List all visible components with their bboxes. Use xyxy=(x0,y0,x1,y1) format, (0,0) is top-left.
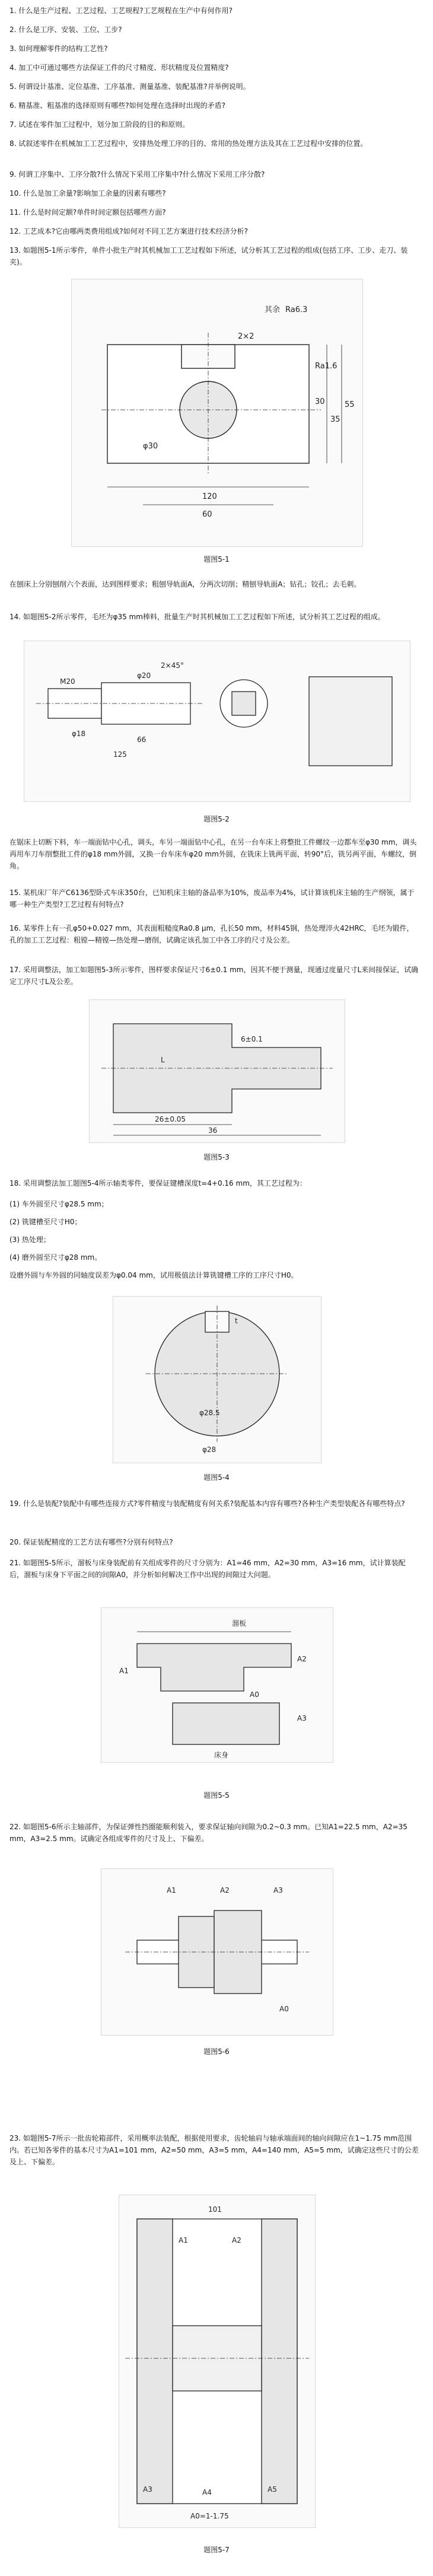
figure-5-5-drawing xyxy=(101,1608,333,1762)
question-1: 1. 什么是生产过程、工艺过程、工艺规程?工艺规程在生产中有何作用? xyxy=(9,7,233,15)
label-a4: A4 xyxy=(202,2488,212,2497)
dim-60: 60 xyxy=(202,510,212,519)
dim-m20: M20 xyxy=(60,677,75,686)
dim-phi30: φ30 xyxy=(143,442,158,451)
label-a3: A3 xyxy=(297,1714,307,1722)
question-18-step-1: (1) 车外圆至尺寸φ28.5 mm； xyxy=(9,1200,109,1208)
question-7: 7. 试述在零件加工过程中，划分加工阶段的目的和原则。 xyxy=(9,120,190,129)
label-bed: 床身 xyxy=(214,1751,229,1759)
figure-5-3-caption: 题图5-3 xyxy=(203,1153,230,1161)
question-2: 2. 什么是工序、安装、工位、工步? xyxy=(9,26,122,34)
question-18-note: 设磨外圆与车外圆的同轴度误差为φ0.04 mm，试用极值法计算铣键槽工序的工序尺寸H0。 xyxy=(9,1271,298,1279)
label-slide: 溜板 xyxy=(232,1619,247,1628)
dim-125: 125 xyxy=(113,750,127,759)
label-a0: A0 xyxy=(279,2005,289,2013)
label-a1: A1 xyxy=(119,1667,129,1675)
label-a3: A3 xyxy=(273,1886,283,1894)
figure-5-3-drawing xyxy=(90,1000,345,1142)
figure-5-6-caption: 题图5-6 xyxy=(203,2048,230,2056)
question-14: 14. 如题图5-2所示零件，毛坯为φ35 mm棒料，批量生产时其机械加工工艺过程如下所述，试分析其工艺过程的组成。 xyxy=(9,613,385,621)
question-11: 11. 什么是时间定额?单件时间定额包括哪些方面? xyxy=(9,208,166,216)
question-18-step-3: (3) 热处理； xyxy=(9,1236,50,1244)
figure-5-6 xyxy=(101,1868,333,2036)
figure-5-6-drawing xyxy=(101,1869,333,2035)
figure-5-1-drawing xyxy=(72,279,362,546)
dim-2x2: 2×2 xyxy=(238,332,254,341)
label-a2: A2 xyxy=(297,1655,307,1663)
figure-5-4 xyxy=(113,1296,321,1463)
dim-phi28-5: φ28.5 xyxy=(199,1409,220,1417)
question-13: 13. 如题图5-1所示零件，单件小批生产时其机械加工工艺过程如下所述，试分析其工艺过程的组成(包括工序、工步、走刀、装夹)。 xyxy=(9,246,408,266)
figure-5-7-caption: 题图5-7 xyxy=(203,2546,230,2554)
question-9: 9. 何谓工序集中、工序分散?什么情况下采用工序集中?什么情况下采用工序分散? xyxy=(9,170,265,179)
figure-5-5-caption: 题图5-5 xyxy=(203,1791,230,1800)
dim-55: 55 xyxy=(345,400,355,409)
question-16: 16. 某零件上有一孔φ50+0.027 mm，其表面粗糙度Ra0.8 μm，孔长50 mm，材料45钢，热处理淬火42HRC，毛坯为锻件，孔的加工工艺过程：粗镗—精镗—热处理—磨削，试确定该孔加工中各工序的尺寸及公差。 xyxy=(9,924,414,944)
question-22: 22. 如题图5-6所示主轴部件，为保证弹性挡圈能顺利装入，要求保证轴向间隙为0.2~0.3 mm。已知A1=22.5 mm，A2=35 mm，A3=2.5 mm。试确定各组成零件的尺寸及上、下偏差。 xyxy=(9,1823,407,1843)
question-14-process: 在锯床上切断下料，车一端面钻中心孔，调头，车另一端面钻中心孔，在另一台车床上将整批工件螺纹一边都车至φ30 mm，调头再用车刀车削整批工件的φ18 mm外圆，又换一台车床车φ20 mm外圆，在铣床上铣两平面，转90°后，铣另两平面，车螺纹，倒角。 xyxy=(9,838,417,870)
label-a1: A1 xyxy=(179,2236,188,2244)
label-a2: A2 xyxy=(220,1886,230,1894)
dim-36: 36 xyxy=(208,1126,218,1135)
dim-chamfer: 2×45° xyxy=(161,661,184,670)
question-23: 23. 如题图5-7所示一批齿轮箱部件，采用概率法装配，根据使用要求，齿轮轴肩与轴承端面间的轴向间隙应在1~1.75 mm范围内。若已知各零件的基本尺寸为A1=101 mm，A2=50 mm，A3=5 mm，A4=140 mm，A5=5 mm，试确定这些尺寸的公差及上、下偏差。 xyxy=(9,2134,419,2166)
dim-35: 35 xyxy=(330,415,340,424)
question-15: 15. 某机床厂年产C6136型卧式车床350台，已知机床主轴的备品率为10%，废品率为4%，试计算该机床主轴的生产纲领，属于哪一种生产类型?工艺过程有何特点? xyxy=(9,889,415,909)
figure-5-3 xyxy=(89,999,345,1143)
label-a2: A2 xyxy=(232,2236,241,2244)
question-18-step-2: (2) 铣键槽至尺寸H0； xyxy=(9,1218,82,1226)
question-13-process: 在刨床上分别刨削六个表面，达到图样要求；粗刨导轨面A，分两次切削；精刨导轨面A；钻孔；铰孔；去毛刺。 xyxy=(9,580,361,588)
question-20: 20. 保证装配精度的工艺方法有哪些?分别有何特点? xyxy=(9,1538,173,1546)
dim-26: 26±0.05 xyxy=(155,1115,186,1123)
figure-5-7-drawing xyxy=(119,2195,315,2527)
label-a0: A0=1-1.75 xyxy=(190,2512,229,2520)
dim-t: t xyxy=(235,1317,238,1325)
dim-66: 66 xyxy=(137,735,147,744)
dim-phi28: φ28 xyxy=(202,1445,216,1454)
question-21: 21. 如题图5-5所示，溜板与床身装配前有关组成零件的尺寸分别为：A1=46 mm，A2=30 mm，A3=16 mm，试计算装配后，溜板与床身下平面之间的间隙A0，并分析如何解决工作中出现的间隙过大问题。 xyxy=(9,1559,406,1579)
question-4: 4. 加工中可通过哪些方法保证工件的尺寸精度、形状精度及位置精度? xyxy=(9,63,229,72)
label-a3: A3 xyxy=(143,2485,152,2494)
dim-phi18: φ18 xyxy=(72,730,86,738)
question-6: 6. 精基准、粗基准的选择原则有哪些?如何处理在选择时出现的矛盾? xyxy=(9,101,226,110)
question-3: 3. 如何理解零件的结构工艺性? xyxy=(9,44,108,53)
question-18: 18. 采用调整法加工题图5-4所示轴类零件，要保证键槽深度t=4+0.16 mm，其工艺过程为： xyxy=(9,1179,307,1187)
question-18-step-4: (4) 磨外圆至尺寸φ28 mm。 xyxy=(9,1253,102,1262)
dim-l: L xyxy=(161,1056,165,1064)
dim-101: 101 xyxy=(208,2205,222,2214)
question-5: 5. 何谓设计基准、定位基准、工序基准、测量基准、装配基准?并举例说明。 xyxy=(9,82,250,91)
figure-5-1 xyxy=(71,279,363,547)
question-8: 8. 试叙述零件在机械加工工艺过程中，安排热处理工序的目的、常用的热处理方法及其在工艺过程中安排的位置。 xyxy=(9,139,368,148)
label-a5: A5 xyxy=(268,2485,277,2494)
figure-5-4-caption: 题图5-4 xyxy=(203,1473,230,1482)
figure-5-5 xyxy=(101,1607,333,1763)
figure-5-2 xyxy=(24,641,410,802)
question-12: 12. 工艺成本?它由哪两类费用组成?如何对不同工艺方案进行技术经济分析? xyxy=(9,227,249,235)
question-10: 10. 什么是加工余量?影响加工余量的因素有哪些? xyxy=(9,189,166,198)
dim-30: 30 xyxy=(315,397,325,406)
figure-5-7 xyxy=(119,2195,316,2528)
question-17: 17. 采用调整法，加工如题图5-3所示零件，图样要求保证尺寸6±0.1 mm，因其不便于测量，现通过度量尺寸L来间接保证，试确定工序尺寸L及公差。 xyxy=(9,966,419,986)
question-19: 19. 什么是装配?装配中有哪些连接方式?零件精度与装配精度有何关系?装配基本内容有哪些?各种生产类型装配各有哪些特点? xyxy=(9,1499,405,1508)
figure-5-1-caption: 题图5-1 xyxy=(203,555,230,563)
dim-120: 120 xyxy=(202,492,217,501)
label-a1: A1 xyxy=(167,1886,176,1894)
dim-ra16: Ra1.6 xyxy=(315,362,338,371)
dim-phi20: φ20 xyxy=(137,671,151,680)
figure-5-2-caption: 题图5-2 xyxy=(203,815,230,823)
surface-mark-value: Ra6.3 xyxy=(285,305,308,314)
figure-5-2-drawing xyxy=(24,641,410,801)
surface-mark-label: 其余 xyxy=(265,305,281,314)
dim-6: 6±0.1 xyxy=(241,1035,263,1043)
figure-5-4-drawing xyxy=(113,1297,321,1463)
label-a0: A0 xyxy=(250,1690,259,1699)
